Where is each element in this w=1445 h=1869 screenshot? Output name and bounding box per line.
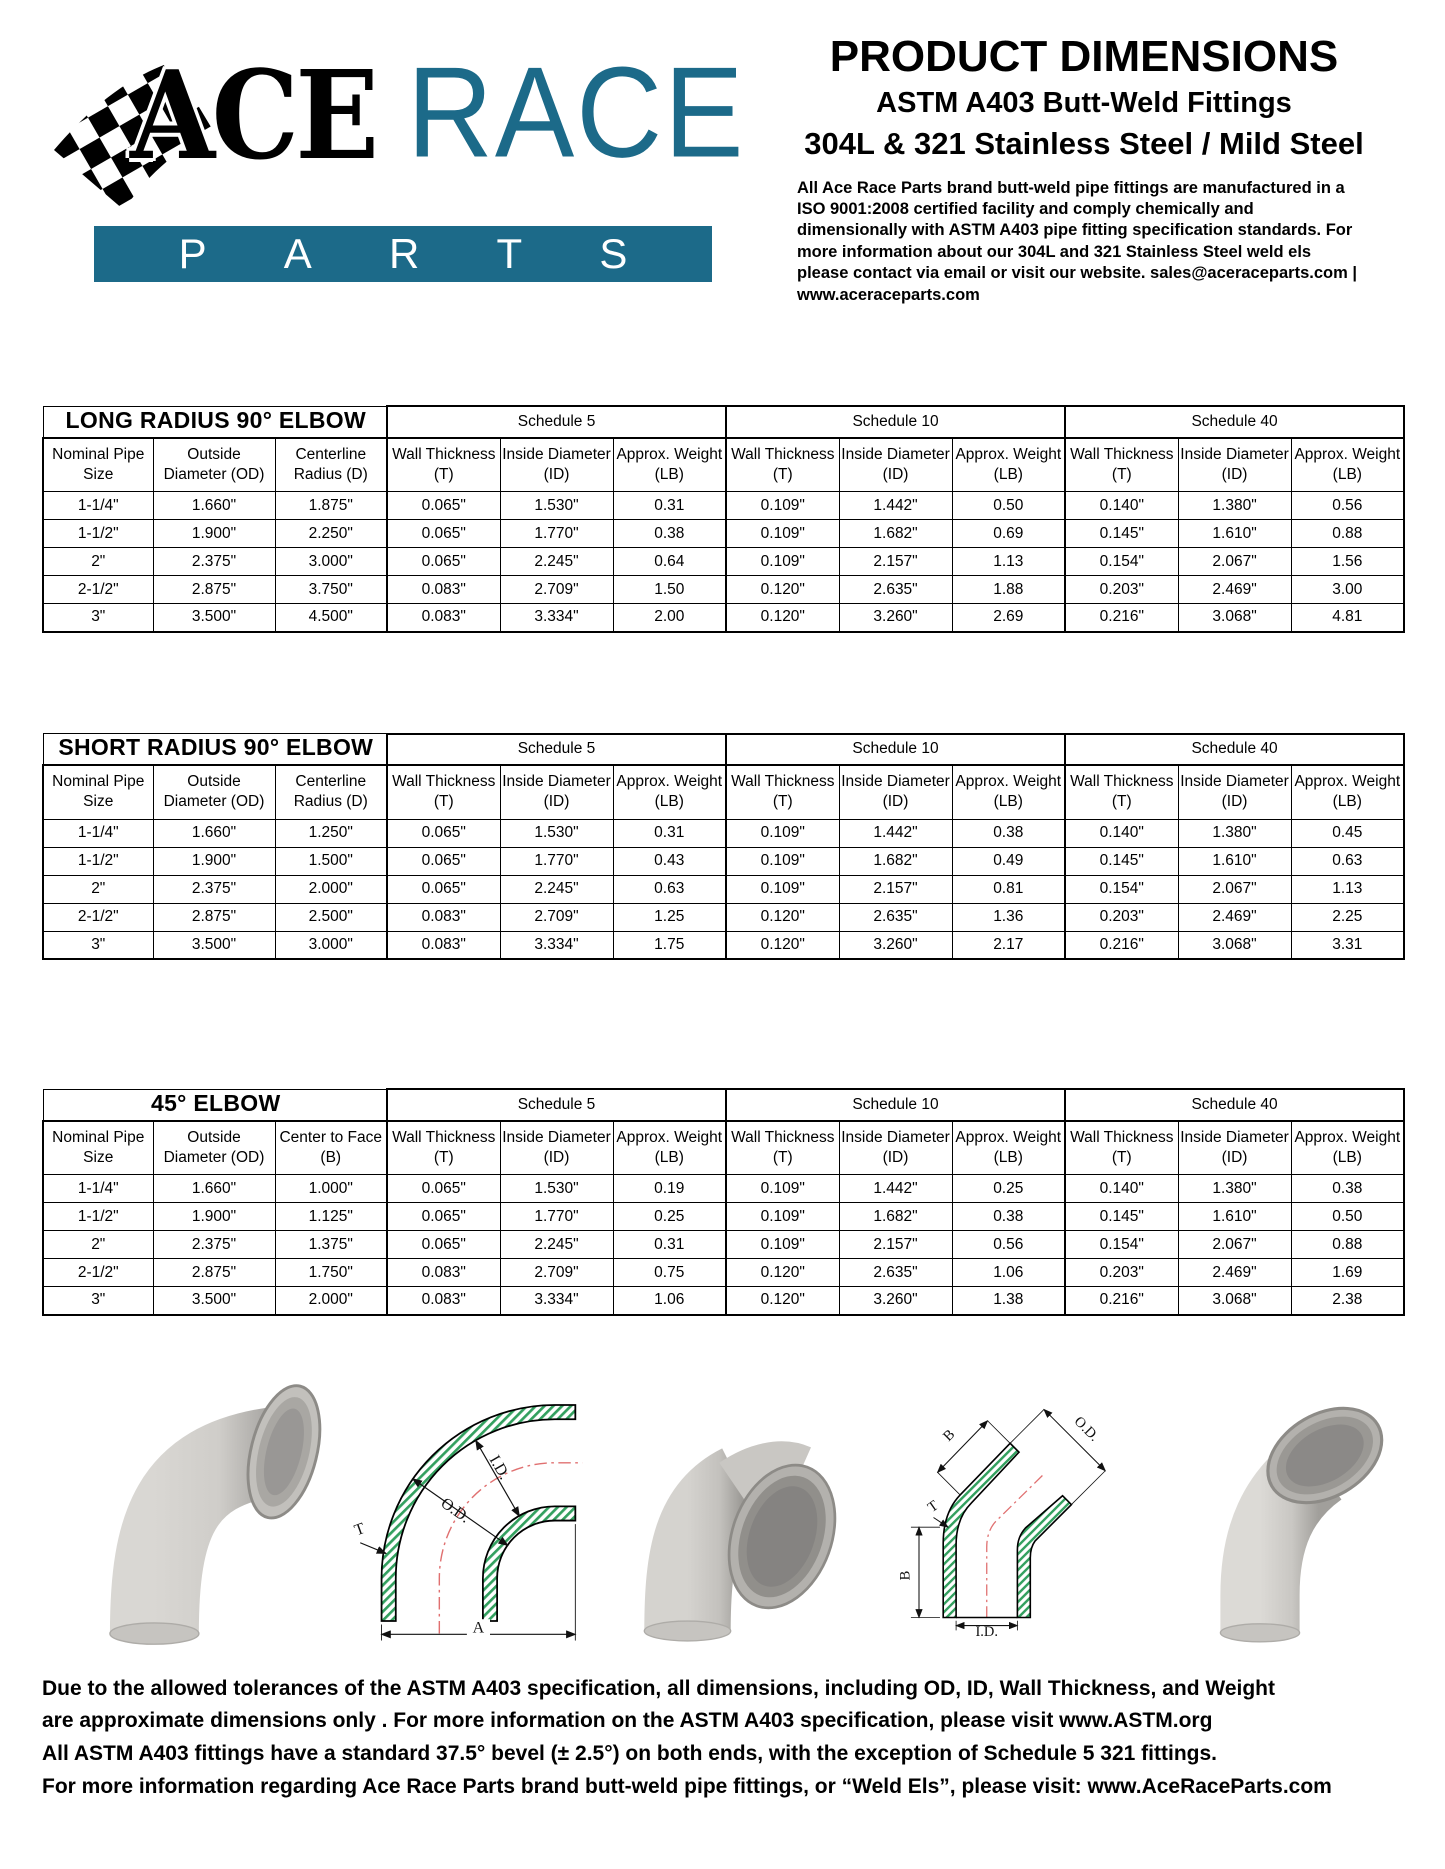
table-cell: 3" <box>43 604 153 632</box>
photo-45-elbow <box>1125 1355 1395 1655</box>
photo-90-long-radius-elbow <box>50 1355 340 1655</box>
table-cell: 2.635" <box>839 1259 952 1287</box>
table-cell: 1.000" <box>275 1175 387 1203</box>
column-header: Wall Thickness (T) <box>726 438 839 492</box>
table-cell: 1.75 <box>613 931 726 959</box>
table-cell: 3.000" <box>275 931 387 959</box>
table-cell: 1.442" <box>839 819 952 847</box>
table-cell: 1.380" <box>1178 819 1291 847</box>
table-cell: 4.500" <box>275 604 387 632</box>
table-cell: 0.140" <box>1065 492 1178 520</box>
table-cell: 1.25 <box>613 903 726 931</box>
column-header: Outside Diameter (OD) <box>153 765 275 819</box>
table-cell: 1.750" <box>275 1259 387 1287</box>
table-cell: 1.770" <box>500 847 613 875</box>
table-cell: 1.900" <box>153 1203 275 1231</box>
table-cell: 3.334" <box>500 931 613 959</box>
short-radius-elbow-table <box>42 733 1405 961</box>
table-cell: 0.109" <box>726 492 839 520</box>
column-header: Wall Thickness (T) <box>387 438 500 492</box>
table-cell: 0.25 <box>952 1175 1065 1203</box>
table-cell: 1.13 <box>952 548 1065 576</box>
table-cell: 0.203" <box>1065 903 1178 931</box>
table-cell: 1.250" <box>275 819 387 847</box>
table-row <box>43 903 1404 931</box>
table-cell: 2.635" <box>839 903 952 931</box>
table-title: 45° ELBOW <box>151 1089 281 1116</box>
table-cell: 1.442" <box>839 1175 952 1203</box>
table-row <box>43 1175 1404 1203</box>
table-cell: 1.38 <box>952 1287 1065 1315</box>
table-row <box>43 1287 1404 1315</box>
table-cell: 0.43 <box>613 847 726 875</box>
table-cell: 3.260" <box>839 931 952 959</box>
table-cell: 2.067" <box>1178 1231 1291 1259</box>
table-cell: 1-1/4" <box>43 819 153 847</box>
table-cell: 0.083" <box>387 604 500 632</box>
table-cell: 0.120" <box>726 931 839 959</box>
column-header: Approx. Weight (LB) <box>952 1121 1065 1175</box>
table-cell: 2.469" <box>1178 576 1291 604</box>
column-header: Wall Thickness (T) <box>387 1121 500 1175</box>
table-cell: 0.63 <box>613 875 726 903</box>
table-row <box>43 548 1404 576</box>
table-cell: 1.56 <box>1291 548 1404 576</box>
table-cell: 2.635" <box>839 576 952 604</box>
table-cell: 0.109" <box>726 1175 839 1203</box>
table-cell: 0.083" <box>387 931 500 959</box>
schedule-5-header: Schedule 5 <box>387 1089 726 1121</box>
table-cell: 2.157" <box>839 548 952 576</box>
table-cell: 2.709" <box>500 1259 613 1287</box>
column-header: Centerline Radius (D) <box>275 765 387 819</box>
table-cell: 4.81 <box>1291 604 1404 632</box>
table-cell: 2.375" <box>153 875 275 903</box>
45-elbow-section <box>42 1088 1403 1316</box>
svg-text:A: A <box>472 1619 485 1637</box>
table-cell: 2" <box>43 875 153 903</box>
table-cell: 0.154" <box>1065 548 1178 576</box>
table-cell: 0.75 <box>613 1259 726 1287</box>
column-header: Inside Diameter (ID) <box>1178 438 1291 492</box>
table-cell: 0.19 <box>613 1175 726 1203</box>
svg-text:O.D.: O.D. <box>437 1494 474 1527</box>
column-header: Nominal Pipe Size <box>43 438 153 492</box>
column-header: Inside Diameter (ID) <box>500 1121 613 1175</box>
table-cell: 0.145" <box>1065 1203 1178 1231</box>
table-cell: 2.000" <box>275 1287 387 1315</box>
table-cell: 0.31 <box>613 1231 726 1259</box>
column-header: Inside Diameter (ID) <box>500 765 613 819</box>
table-cell: 1.660" <box>153 492 275 520</box>
page-title: PRODUCT DIMENSIONS <box>829 32 1339 81</box>
table-cell: 2.469" <box>1178 1259 1291 1287</box>
table-cell: 0.083" <box>387 576 500 604</box>
table-cell: 0.45 <box>1291 819 1404 847</box>
table-cell: 0.38 <box>952 819 1065 847</box>
column-header: Centerline Radius (D) <box>275 438 387 492</box>
table-title: LONG RADIUS 90° ELBOW <box>65 406 366 433</box>
table-row <box>43 1203 1404 1231</box>
logo-parts-letter: R <box>389 230 420 277</box>
diagram-45-elbow <box>869 1355 1119 1655</box>
table-cell: 0.56 <box>952 1231 1065 1259</box>
table-cell: 3.750" <box>275 576 387 604</box>
logo-parts-letter: T <box>496 230 523 277</box>
table-cell: 2.875" <box>153 903 275 931</box>
column-header: Approx. Weight (LB) <box>613 765 726 819</box>
table-cell: 0.25 <box>613 1203 726 1231</box>
column-header-row <box>43 438 1404 492</box>
column-header: Center to Face (B) <box>275 1121 387 1175</box>
table-cell: 0.083" <box>387 1259 500 1287</box>
table-cell: 1.375" <box>275 1231 387 1259</box>
table-cell: 1.660" <box>153 1175 275 1203</box>
column-header: Inside Diameter (ID) <box>500 438 613 492</box>
table-cell: 3" <box>43 931 153 959</box>
table-cell: 1-1/4" <box>43 1175 153 1203</box>
table-cell: 1.380" <box>1178 1175 1291 1203</box>
logo-parts-letter: A <box>283 230 312 277</box>
table-cell: 1.69 <box>1291 1259 1404 1287</box>
table-cell: 2.067" <box>1178 548 1291 576</box>
table-cell: 2" <box>43 1231 153 1259</box>
table-cell: 1.88 <box>952 576 1065 604</box>
table-cell: 0.109" <box>726 1231 839 1259</box>
table-row <box>43 819 1404 847</box>
short-radius-elbow-section <box>42 733 1403 961</box>
table-cell: 0.63 <box>1291 847 1404 875</box>
table-cell: 0.31 <box>613 819 726 847</box>
table-cell: 1-1/4" <box>43 492 153 520</box>
schedule-header-row <box>43 406 1404 438</box>
table-cell: 3.500" <box>153 604 275 632</box>
table-cell: 0.109" <box>726 847 839 875</box>
column-header: Outside Diameter (OD) <box>153 438 275 492</box>
svg-text:O.D.: O.D. <box>1070 1413 1102 1445</box>
table-cell: 0.065" <box>387 548 500 576</box>
table-cell: 3.068" <box>1178 1287 1291 1315</box>
page-header <box>42 28 1403 328</box>
table-cell: 1.770" <box>500 1203 613 1231</box>
table-cell: 2.250" <box>275 520 387 548</box>
table-cell: 1.125" <box>275 1203 387 1231</box>
table-cell: 0.109" <box>726 520 839 548</box>
table-cell: 0.065" <box>387 1203 500 1231</box>
table-cell: 1.06 <box>952 1259 1065 1287</box>
table-cell: 1.530" <box>500 819 613 847</box>
column-header: Nominal Pipe Size <box>43 765 153 819</box>
page-subtitle-2: 304L & 321 Stainless Steel / Mild Steel <box>804 125 1364 161</box>
table-cell: 0.109" <box>726 548 839 576</box>
table-cell: 2.245" <box>500 875 613 903</box>
table-cell: 2.157" <box>839 1231 952 1259</box>
table-row <box>43 1259 1404 1287</box>
table-cell: 2-1/2" <box>43 903 153 931</box>
column-header-row <box>43 1121 1404 1175</box>
table-cell: 2-1/2" <box>43 1259 153 1287</box>
table-cell: 3.068" <box>1178 931 1291 959</box>
45-elbow-table <box>42 1088 1405 1316</box>
column-header: Inside Diameter (ID) <box>839 765 952 819</box>
table-cell: 0.065" <box>387 847 500 875</box>
svg-text:T: T <box>924 1497 942 1516</box>
table-cell: 3.000" <box>275 548 387 576</box>
product-images-row <box>42 1351 1403 1659</box>
table-cell: 2.157" <box>839 875 952 903</box>
column-header: Wall Thickness (T) <box>726 765 839 819</box>
column-header: Approx. Weight (LB) <box>1291 765 1404 819</box>
logo-parts-letter: P <box>178 230 207 277</box>
table-cell: 1.500" <box>275 847 387 875</box>
table-row <box>43 847 1404 875</box>
footer-line: For more information regarding Ace Race Parts brand butt-weld pipe fittings, or “Weld Els”, please visit: www.AceRaceParts.com <box>42 1775 1332 1799</box>
table-cell: 1.442" <box>839 492 952 520</box>
column-header: Inside Diameter (ID) <box>1178 765 1291 819</box>
table-cell: 0.154" <box>1065 875 1178 903</box>
logo-race-text: RACE <box>406 41 746 185</box>
table-cell: 0.203" <box>1065 576 1178 604</box>
table-cell: 0.140" <box>1065 819 1178 847</box>
column-header: Wall Thickness (T) <box>1065 438 1178 492</box>
footer-line: All ASTM A403 fittings have a standard 37.5° bevel (± 2.5°) on both ends, with the exception of Schedule 5 321 fittings. <box>42 1742 1217 1766</box>
table-cell: 0.31 <box>613 492 726 520</box>
table-row <box>43 520 1404 548</box>
table-cell: 2.375" <box>153 1231 275 1259</box>
table-cell: 1.875" <box>275 492 387 520</box>
table-cell: 2.25 <box>1291 903 1404 931</box>
intro-paragraph: All Ace Race Parts brand butt-weld pipe fittings are manufactured in a ISO 9001:2008 certified facility and comply chemically and dimensionally with ASTM A403 pipe fitting specification standards. For more information about our 304L and 321 Stainless Steel weld els please contact via email or visit our website. sales@aceraceparts.com | www.aceraceparts.com <box>797 178 1357 304</box>
table-cell: 0.109" <box>726 1203 839 1231</box>
table-cell: 0.38 <box>952 1203 1065 1231</box>
table-cell: 2.69 <box>952 604 1065 632</box>
table-cell: 0.120" <box>726 576 839 604</box>
table-cell: 2.000" <box>275 875 387 903</box>
table-cell: 0.120" <box>726 903 839 931</box>
column-header: Wall Thickness (T) <box>1065 1121 1178 1175</box>
table-cell: 1.900" <box>153 847 275 875</box>
table-cell: 3.068" <box>1178 604 1291 632</box>
svg-text:B: B <box>897 1570 914 1580</box>
table-cell: 1.610" <box>1178 847 1291 875</box>
table-cell: 0.56 <box>1291 492 1404 520</box>
table-cell: 0.38 <box>1291 1175 1404 1203</box>
table-cell: 2.17 <box>952 931 1065 959</box>
svg-text:I.D.: I.D. <box>485 1452 514 1483</box>
schedule-40-header: Schedule 40 <box>1065 1089 1404 1121</box>
table-cell: 3.500" <box>153 1287 275 1315</box>
table-cell: 0.216" <box>1065 604 1178 632</box>
table-cell: 3.31 <box>1291 931 1404 959</box>
table-cell: 3.334" <box>500 1287 613 1315</box>
column-header: Inside Diameter (ID) <box>839 438 952 492</box>
footer-notes <box>42 1673 1403 1805</box>
column-header: Inside Diameter (ID) <box>1178 1121 1291 1175</box>
table-cell: 0.50 <box>952 492 1065 520</box>
column-header: Approx. Weight (LB) <box>1291 438 1404 492</box>
table-cell: 0.065" <box>387 875 500 903</box>
schedule-40-header: Schedule 40 <box>1065 406 1404 438</box>
schedule-5-header: Schedule 5 <box>387 406 726 438</box>
long-radius-elbow-section <box>42 405 1403 633</box>
table-cell: 0.69 <box>952 520 1065 548</box>
table-cell: 1.682" <box>839 847 952 875</box>
footer-line: are approximate dimensions only . For more information on the ASTM A403 specification, please visit www.ASTM.org <box>42 1709 1213 1733</box>
table-cell: 0.145" <box>1065 520 1178 548</box>
table-cell: 2.875" <box>153 1259 275 1287</box>
column-header: Approx. Weight (LB) <box>952 438 1065 492</box>
svg-text:I.D.: I.D. <box>975 1623 998 1640</box>
table-cell: 0.083" <box>387 1287 500 1315</box>
table-cell: 0.140" <box>1065 1175 1178 1203</box>
column-header: Approx. Weight (LB) <box>952 765 1065 819</box>
table-cell: 0.216" <box>1065 931 1178 959</box>
table-row <box>43 875 1404 903</box>
table-cell: 0.50 <box>1291 1203 1404 1231</box>
table-cell: 1.50 <box>613 576 726 604</box>
table-cell: 2.375" <box>153 548 275 576</box>
ace-race-parts-logo <box>42 28 746 328</box>
table-cell: 1.770" <box>500 520 613 548</box>
table-cell: 2.709" <box>500 903 613 931</box>
table-cell: 2.38 <box>1291 1287 1404 1315</box>
table-cell: 1-1/2" <box>43 1203 153 1231</box>
table-cell: 1-1/2" <box>43 520 153 548</box>
table-cell: 0.145" <box>1065 847 1178 875</box>
table-cell: 1-1/2" <box>43 847 153 875</box>
column-header: Outside Diameter (OD) <box>153 1121 275 1175</box>
table-cell: 2-1/2" <box>43 576 153 604</box>
table-cell: 2.245" <box>500 1231 613 1259</box>
table-cell: 2.00 <box>613 604 726 632</box>
table-cell: 0.083" <box>387 903 500 931</box>
table-cell: 2.875" <box>153 576 275 604</box>
table-cell: 3.500" <box>153 931 275 959</box>
table-cell: 1.530" <box>500 1175 613 1203</box>
table-row <box>43 604 1404 632</box>
schedule-10-header: Schedule 10 <box>726 1089 1065 1121</box>
table-cell: 1.900" <box>153 520 275 548</box>
schedule-40-header: Schedule 40 <box>1065 734 1404 766</box>
table-cell: 1.610" <box>1178 520 1291 548</box>
table-cell: 0.38 <box>613 520 726 548</box>
table-cell: 2.469" <box>1178 903 1291 931</box>
table-cell: 0.88 <box>1291 520 1404 548</box>
column-header-row <box>43 765 1404 819</box>
table-cell: 2.245" <box>500 548 613 576</box>
logo-top <box>42 28 746 226</box>
column-header: Wall Thickness (T) <box>1065 765 1178 819</box>
table-cell: 0.065" <box>387 1175 500 1203</box>
table-cell: 0.120" <box>726 1259 839 1287</box>
table-cell: 3.260" <box>839 604 952 632</box>
schedule-10-header: Schedule 10 <box>726 406 1065 438</box>
table-cell: 2.709" <box>500 576 613 604</box>
table-cell: 1.610" <box>1178 1203 1291 1231</box>
table-row <box>43 1231 1404 1259</box>
table-cell: 0.065" <box>387 819 500 847</box>
table-cell: 0.203" <box>1065 1259 1178 1287</box>
column-header: Approx. Weight (LB) <box>1291 1121 1404 1175</box>
table-cell: 1.380" <box>1178 492 1291 520</box>
table-cell: 0.154" <box>1065 1231 1178 1259</box>
table-cell: 3" <box>43 1287 153 1315</box>
table-cell: 0.81 <box>952 875 1065 903</box>
table-cell: 1.06 <box>613 1287 726 1315</box>
column-header: Wall Thickness (T) <box>387 765 500 819</box>
table-cell: 0.120" <box>726 604 839 632</box>
table-cell: 0.49 <box>952 847 1065 875</box>
page-subtitle-1: ASTM A403 Butt-Weld Fittings <box>876 86 1292 119</box>
table-cell: 0.64 <box>613 548 726 576</box>
table-cell: 3.00 <box>1291 576 1404 604</box>
column-header: Wall Thickness (T) <box>726 1121 839 1175</box>
table-cell: 0.120" <box>726 1287 839 1315</box>
table-cell: 1.13 <box>1291 875 1404 903</box>
schedule-header-row <box>43 1089 1404 1121</box>
photo-90-short-radius-elbow <box>593 1355 863 1655</box>
footer-line: Due to the allowed tolerances of the ASTM A403 specification, all dimensions, including OD, ID, Wall Thickness, and Weight <box>42 1676 1275 1700</box>
schedule-10-header: Schedule 10 <box>726 734 1065 766</box>
table-title: SHORT RADIUS 90° ELBOW <box>58 734 374 760</box>
table-row <box>43 931 1404 959</box>
column-header: Inside Diameter (ID) <box>839 1121 952 1175</box>
table-cell: 1.36 <box>952 903 1065 931</box>
table-cell: 0.065" <box>387 492 500 520</box>
long-radius-elbow-table <box>42 405 1405 633</box>
svg-text:T: T <box>352 1519 368 1539</box>
schedule-header-row <box>43 734 1404 766</box>
logo-ace-text: ACE <box>130 43 376 187</box>
table-row <box>43 576 1404 604</box>
table-cell: 2.500" <box>275 903 387 931</box>
table-cell: 3.260" <box>839 1287 952 1315</box>
table-cell: 2" <box>43 548 153 576</box>
table-cell: 0.88 <box>1291 1231 1404 1259</box>
title-block <box>717 28 1403 328</box>
table-row <box>43 492 1404 520</box>
table-cell: 0.065" <box>387 520 500 548</box>
column-header: Approx. Weight (LB) <box>613 438 726 492</box>
table-cell: 0.109" <box>726 875 839 903</box>
table-cell: 2.067" <box>1178 875 1291 903</box>
table-cell: 0.109" <box>726 819 839 847</box>
table-cell: 1.660" <box>153 819 275 847</box>
table-cell: 1.530" <box>500 492 613 520</box>
schedule-5-header: Schedule 5 <box>387 734 726 766</box>
column-header: Nominal Pipe Size <box>43 1121 153 1175</box>
diagram-90-elbow <box>346 1355 586 1655</box>
table-cell: 1.682" <box>839 520 952 548</box>
table-cell: 0.216" <box>1065 1287 1178 1315</box>
table-cell: 1.682" <box>839 1203 952 1231</box>
table-cell: 3.334" <box>500 604 613 632</box>
table-cell: 0.065" <box>387 1231 500 1259</box>
logo-wordmark <box>130 36 759 195</box>
svg-text:B: B <box>939 1426 959 1445</box>
logo-parts-letter: S <box>599 230 628 277</box>
column-header: Approx. Weight (LB) <box>613 1121 726 1175</box>
